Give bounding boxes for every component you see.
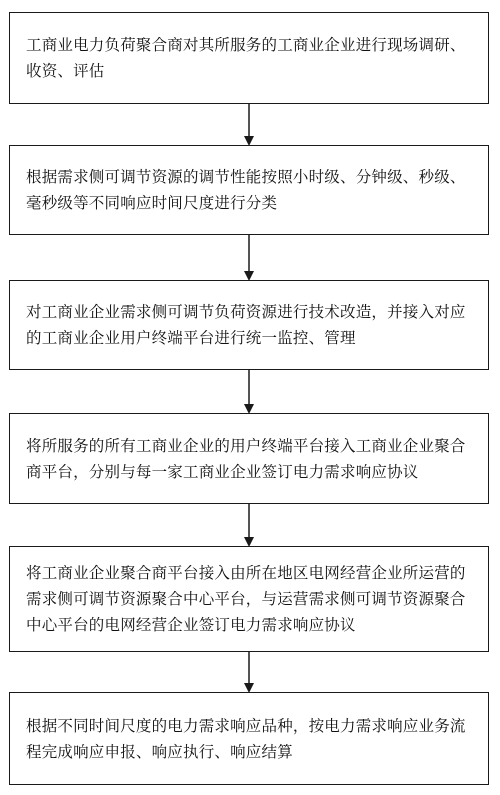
- flow-step-4-text: 将所服务的所有工商业企业的用户终端平台接入工商业企业聚合商平台，分别与每一家工商业企业签订电力需求响应协议: [26, 436, 466, 481]
- flow-step-3: [9, 280, 489, 370]
- flow-step-4: [9, 413, 489, 504]
- flow-step-6: [9, 692, 489, 785]
- flow-step-2: [9, 145, 489, 235]
- flow-step-3-text: 对工商业企业需求侧可调节负荷资源进行技术改造，并接入对应的工商业企业用户终端平台进行统一监控、管理: [26, 303, 466, 347]
- flow-step-1: [9, 12, 489, 104]
- flow-step-5-text: 将工商业企业聚合商平台接入由所在地区电网经营企业所运营的需求侧可调节资源聚合中心平台，与运营需求侧可调节资源聚合中心平台的电网经营企业签订电力需求响应协议: [26, 564, 466, 634]
- flow-step-1-text: 工商业电力负荷聚合商对其所服务的工商业企业进行现场调研、收资、评估: [26, 36, 466, 80]
- flow-step-6-text: 根据不同时间尺度的电力需求响应品种，按电力需求响应业务流程完成响应申报、响应执行、响应结算: [26, 716, 466, 761]
- flow-step-2-text: 根据需求侧可调节资源的调节性能按照小时级、分钟级、秒级、毫秒级等不同响应时间尺度进行分类: [26, 168, 466, 212]
- flow-step-5: [9, 546, 489, 652]
